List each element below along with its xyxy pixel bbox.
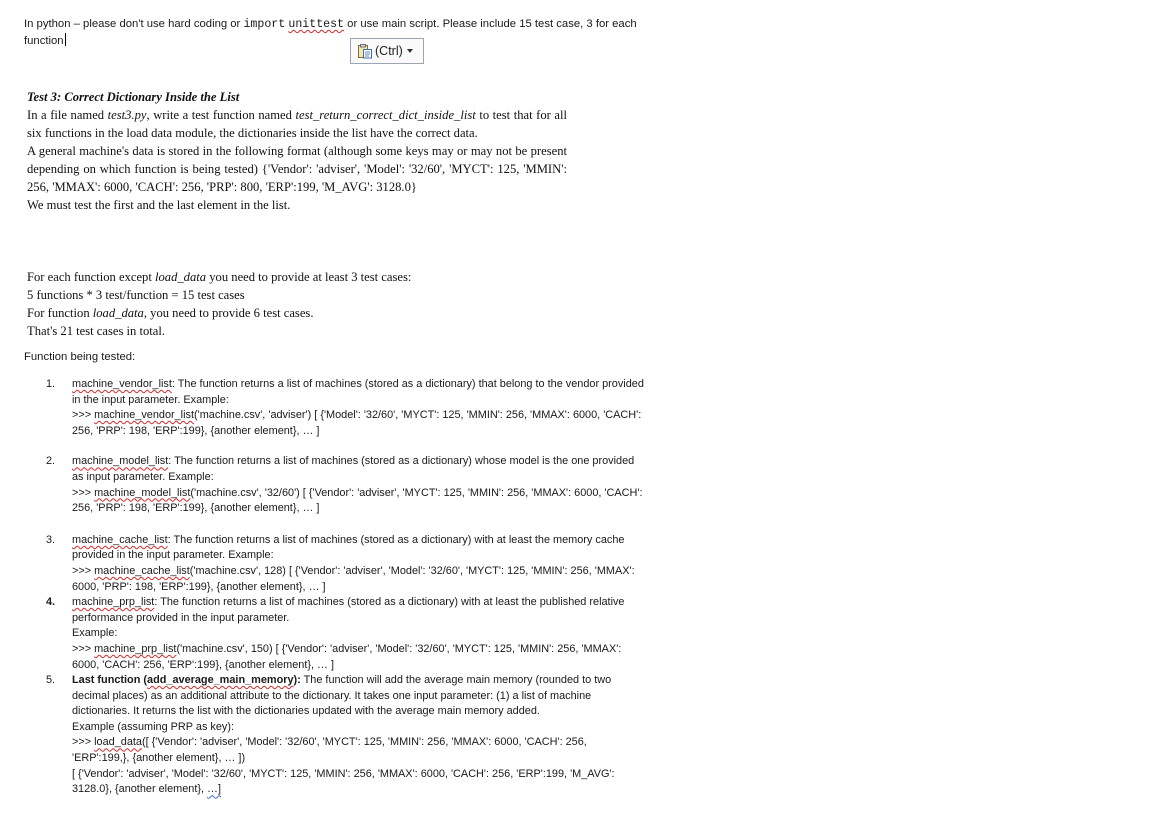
list-number: 5.: [46, 674, 56, 687]
function-example: [72, 642, 646, 673]
text-run: For function: [27, 306, 93, 320]
text-run: >>>: [72, 736, 95, 749]
text-run: ('machine.csv', 'adviser') [ {'Model': '32/60', 'MYCT': 125, 'MMIN': 256, 'MMAX': 6000, 'CACH': 256, 'PRP': 198, 'ERP':199}, {another element}, … ]: [72, 409, 642, 437]
function-name: machine_prp_list: [72, 596, 155, 609]
paste-options-button[interactable]: [350, 38, 424, 64]
text-run: For each function except: [27, 270, 155, 284]
intro-code-unittest: unittest: [288, 18, 345, 31]
text-run: [ {'Vendor': 'adviser', 'Model': '32/60', 'MYCT': 125, 'MMIN': 256, 'MMAX': 6000, 'CACH': 256, 'ERP':199, 'M_AVG': 3128.0}, {another element},: [72, 767, 615, 796]
text-run: , write a test function named: [146, 108, 296, 122]
text-run: : The function returns a list of machines (stored as a dictionary) that belong to the vendor provided in the input parameter. Example:: [72, 378, 644, 406]
test3-paragraph-2: A general machine's data is stored in the following format (although some keys may or may not be present depending on which function is being tested) {'Vendor': 'adviser', 'Model': '32/60', 'MYCT': 125, 'MMIN': 256, 'MMAX': 6000, 'CACH': 256, 'PRP': 800, 'ERP':199, 'M_AVG': 3128.0}: [27, 144, 567, 194]
list-item: [46, 673, 646, 798]
list-number: 4.: [46, 596, 56, 609]
intro-line-2: [24, 33, 664, 50]
function-example: [72, 735, 646, 766]
function-name: machine_prp_list: [94, 642, 177, 655]
text-run: >>>: [72, 564, 95, 577]
text-run: ('machine.csv', 128) [ {'Vendor': 'adviser', 'Model': '32/60', 'MYCT': 125, 'MMIN': 256, 'MMAX': 6000, 'PRP': 198, 'ERP':199}, {another element}, … ]: [72, 564, 635, 593]
list-item: [46, 533, 646, 595]
function-example: [72, 486, 646, 517]
function-name: load_data: [94, 736, 142, 749]
function-name: machine_vendor_list: [72, 378, 172, 390]
function-name: machine_vendor_list: [94, 409, 194, 422]
intro-text-c: function: [24, 35, 64, 47]
test3-section: [27, 88, 567, 214]
text-run: to test that for all six functions in the load data module, the dictionaries inside the list have the correct data.: [27, 108, 567, 140]
text-run: Last function (: [72, 674, 148, 687]
text-run: >>>: [72, 409, 95, 422]
test-function-name: test_return_correct_dict_inside_list: [295, 108, 476, 122]
list-number: 1.: [46, 378, 56, 390]
intro-text: [24, 16, 664, 50]
test3-paragraph-1: [27, 106, 567, 142]
text-run: The function will add the average main memory (rounded to two decimal places) as an additional attribute to the dictionary. It takes one input parameter: (1) a list of machine dictionaries. It returns the list with the dictionaries updated with the average main memory added.: [72, 674, 612, 718]
paste-button-label: (Ctrl): [375, 44, 403, 58]
text-run: ('machine.csv', 150) [ {'Vendor': 'adviser', 'Model': '32/60', 'MYCT': 125, 'MMIN': 256, 'MMAX': 6000, 'CACH': 256, 'ERP':199}, {another element}, … ]: [72, 642, 622, 671]
test3-paragraph-3: We must test the first and the last element in the list.: [27, 198, 291, 212]
text-run: : The function returns a list of machines (stored as a dictionary) with at least the published relative performance provided in the input parameter.: [72, 596, 625, 624]
intro-text-b: or use main script. Please include 15 test case, 3 for each: [344, 18, 637, 30]
count-line-4: That's 21 test cases in total.: [27, 324, 165, 338]
text-cursor: [65, 33, 66, 46]
text-run: : The function returns a list of machines (stored as a dictionary) whose model is the one provided as input parameter. Example:: [72, 455, 635, 483]
test3-heading: Test 3: Correct Dictionary Inside the List: [27, 90, 240, 104]
text-run: you need to provide at least 3 test cases:: [206, 270, 412, 284]
text-run: >>>: [72, 642, 95, 655]
intro-code-import: import: [243, 18, 286, 31]
functions-title: Function being tested:: [24, 351, 136, 363]
function-result: [72, 767, 646, 798]
test-count-section: [27, 268, 567, 340]
text-run: , you need to provide 6 test cases.: [143, 306, 314, 320]
function-description: [72, 454, 646, 485]
text-run: …]: [207, 783, 221, 796]
function-description: [72, 673, 646, 720]
function-name: machine_cache_list: [94, 564, 190, 577]
function-description: [72, 533, 646, 564]
text-run: ('machine.csv', '32/60') [ {'Vendor': 'adviser', 'MYCT': 125, 'MMIN': 256, 'MMAX': 6000, 'CACH': 256, 'PRP': 198, 'ERP':199}, {another element}, … ]: [72, 486, 643, 515]
function-description: [72, 595, 646, 626]
text-run: >>>: [72, 486, 95, 499]
intro-line-1: [24, 16, 664, 33]
function-example: [72, 408, 646, 439]
function-name: add_average_main_memory: [147, 674, 294, 687]
functions-list: [46, 377, 646, 798]
list-item: [46, 595, 646, 673]
count-line-1: [27, 268, 567, 286]
text-run: In a file named: [27, 108, 108, 122]
list-number: 2.: [46, 455, 56, 468]
list-item: [46, 454, 646, 516]
function-name: load_data: [155, 270, 207, 284]
count-line-2: 5 functions * 3 test/function = 15 test cases: [27, 288, 245, 302]
function-name: machine_model_list: [94, 486, 191, 499]
file-name: test3.py: [107, 108, 147, 122]
function-description: [72, 377, 646, 408]
function-example-label: Example (assuming PRP as key):: [72, 720, 235, 733]
text-run: ):: [293, 674, 301, 687]
function-name: machine_cache_list: [72, 533, 168, 546]
text-run: : The function returns a list of machines (stored as a dictionary) with at least the memory cache provided in the input parameter. Example:: [72, 533, 625, 562]
function-name: machine_model_list: [72, 455, 169, 468]
text-run: ([ {'Vendor': 'adviser', 'Model': '32/60', 'MYCT': 125, 'MMIN': 256, 'MMAX': 6000, 'CACH': 256, 'ERP':199,}, {another element}, … ]): [72, 736, 587, 765]
function-name: load_data: [92, 306, 144, 320]
intro-text-a: In python – please don't use hard coding or: [24, 18, 244, 30]
function-example-label: Example:: [72, 627, 118, 640]
count-line-3: [27, 304, 567, 322]
list-number: 3.: [46, 533, 56, 546]
list-item: [46, 377, 646, 439]
clipboard-icon: [357, 43, 373, 59]
function-example: [72, 564, 646, 595]
chevron-down-icon: [407, 49, 413, 53]
